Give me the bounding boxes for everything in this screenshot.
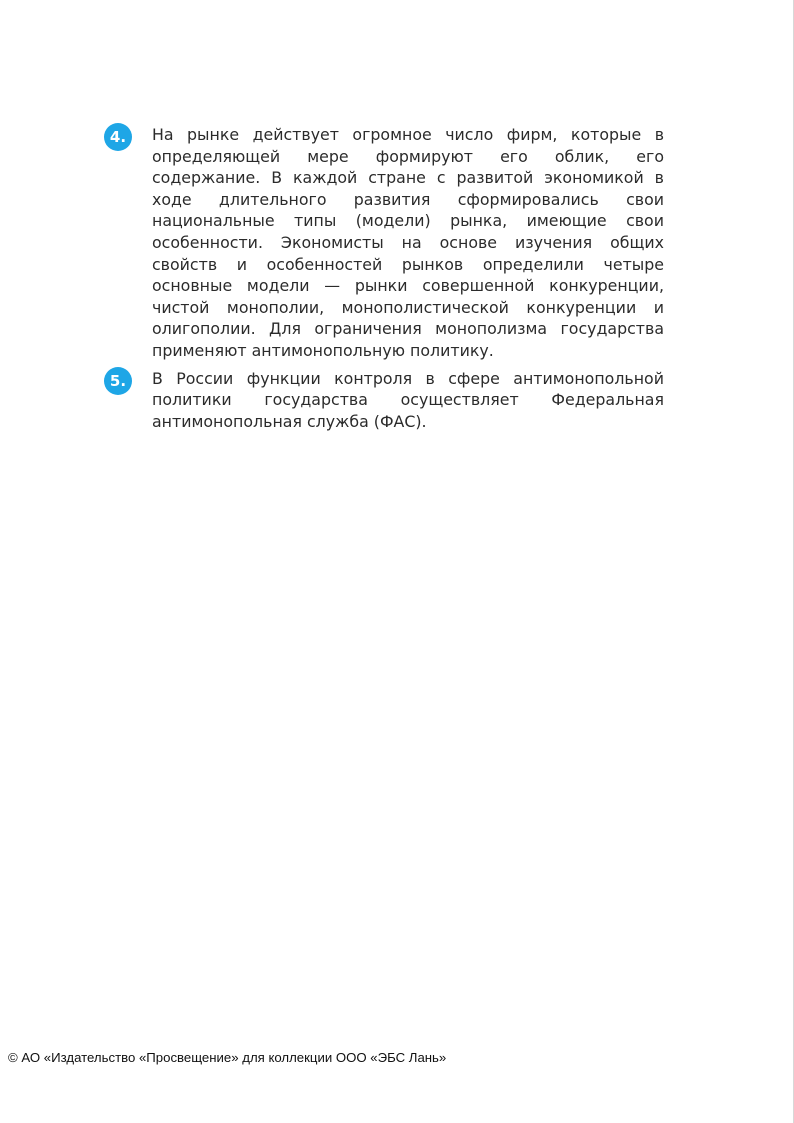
summary-list [104, 124, 664, 438]
item-number-badge: 5. [104, 367, 132, 395]
list-item [104, 368, 664, 433]
item-number-badge: 4. [104, 123, 132, 151]
copyright-footer: © АО «Издательство «Просвещение» для коллекции ООО «ЭБС Лань» [8, 1050, 447, 1065]
item-text: В России функции контроля в сфере антимонопольной политики государства осуществляет Федеральная антимонопольная служба (ФАС). [152, 368, 664, 431]
list-item [104, 124, 664, 362]
item-text: На рынке действует огромное число фирм, которые в определяющей мере формируют его облик, его содержание. В каждой стране с развитой экономикой в ходе длительного развития сформировались свои национальные типы (модели) рынка, имеющие свои особенности. Экономисты на основе изучения общих свойств и особенностей рынков определили четыре основные модели — рынки совершенной конкуренции, чистой монополии, монополистической конкуренции и олигополии. Для ограничения монополизма государства применяют антимонопольную политику. [152, 125, 664, 360]
